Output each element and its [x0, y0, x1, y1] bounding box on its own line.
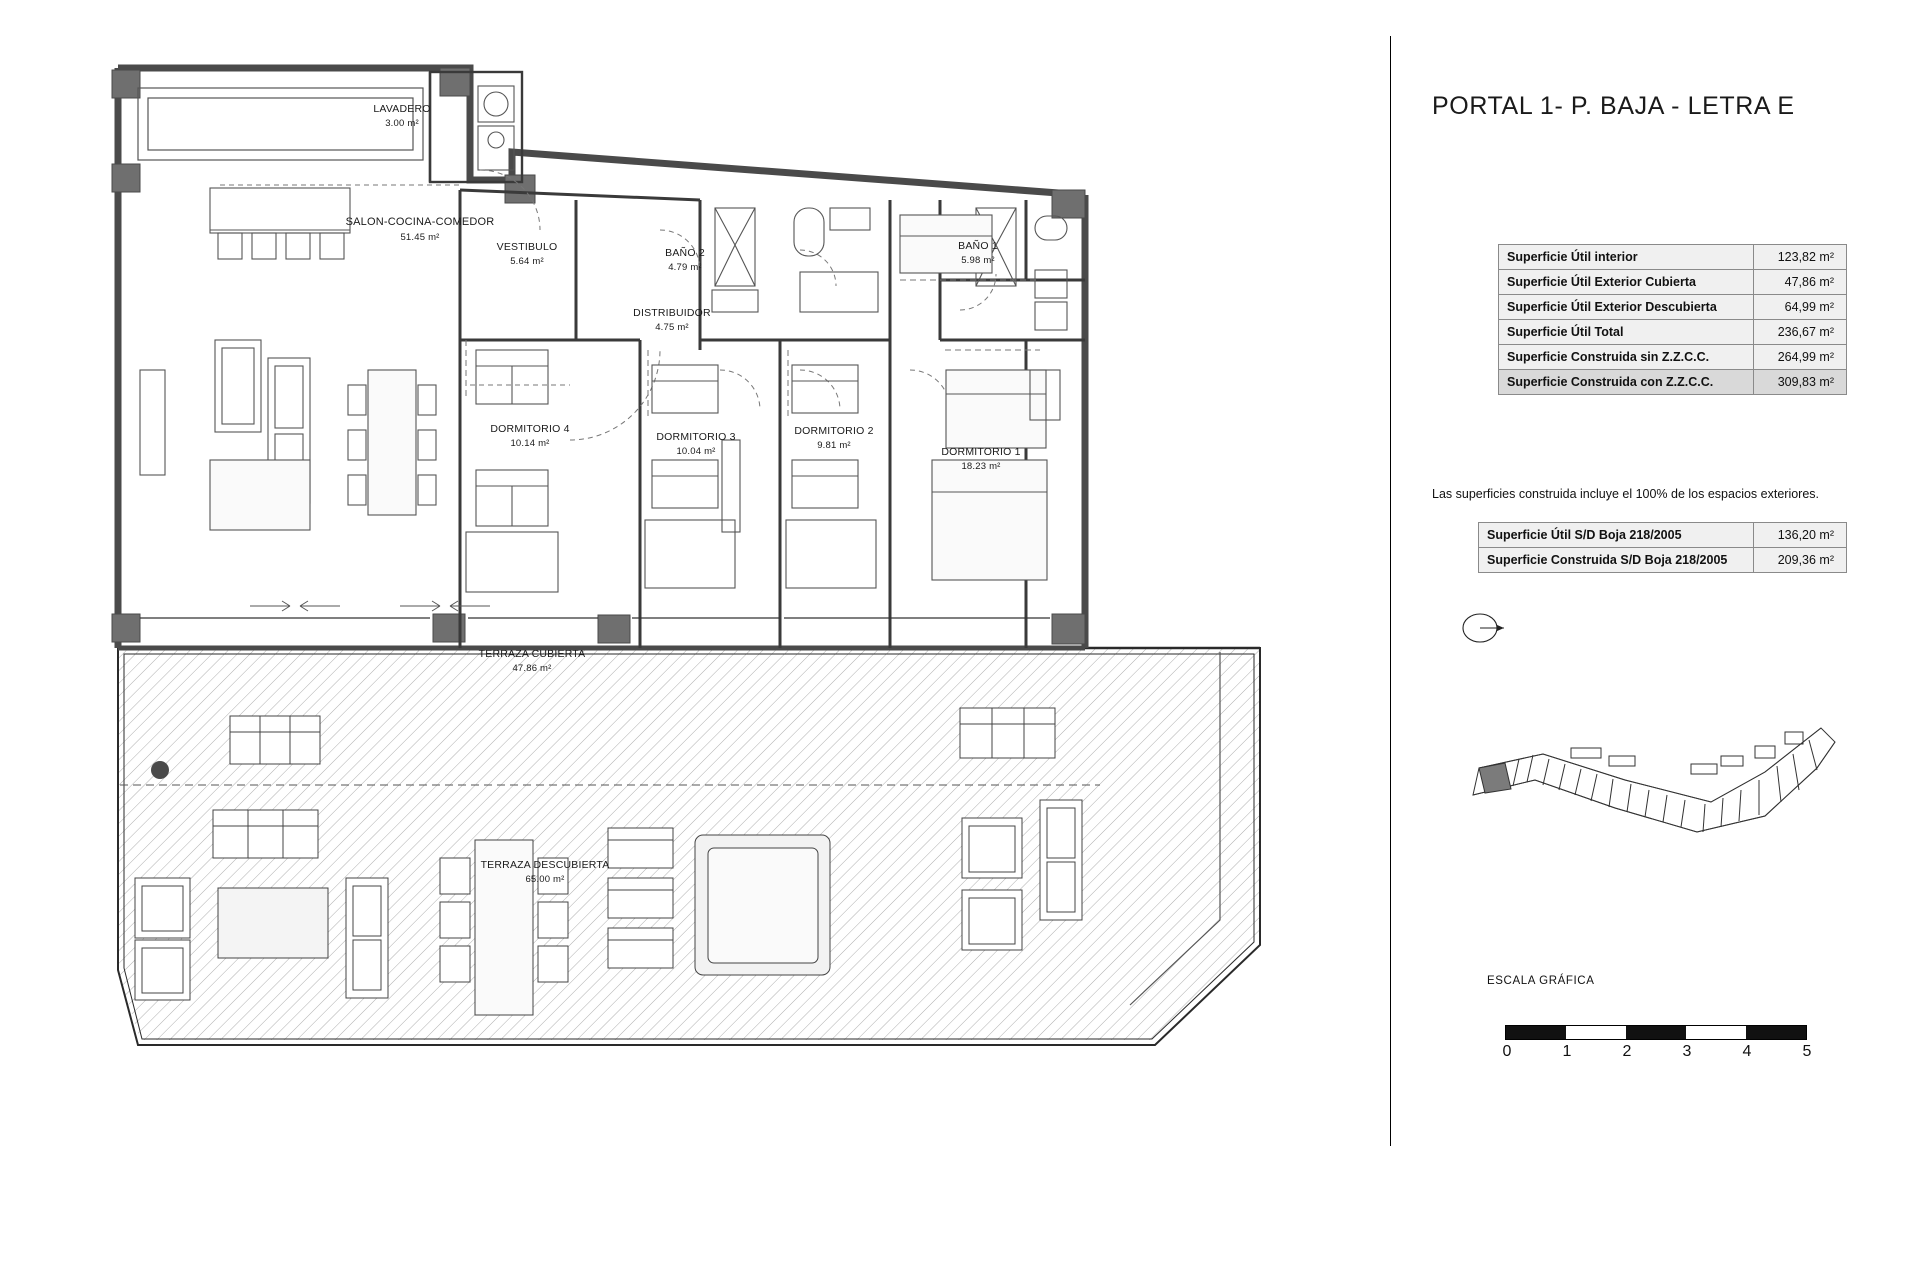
room-area: 5.64 m² — [510, 256, 544, 268]
graphic-scale-bar — [1505, 1025, 1807, 1040]
room-name: VESTIBULO — [496, 241, 558, 253]
room-label-salon — [346, 215, 495, 245]
scale-tick: 2 — [1622, 1043, 1632, 1060]
surface-note: Las superficies construida incluye el 100% de los espacios exteriores. — [1432, 487, 1820, 501]
room-name: BAÑO 1 — [958, 240, 998, 252]
table-row — [1499, 245, 1847, 270]
north-arrow-icon — [1460, 608, 1506, 648]
surface-value: 264,99 m² — [1754, 345, 1847, 370]
scale-tick-labels — [1495, 1043, 1815, 1063]
boja-label: Superficie Útil S/D Boja 218/2005 — [1479, 523, 1754, 548]
room-area: 4.75 m² — [655, 322, 689, 334]
surface-label: Superficie Construida sin Z.Z.C.C. — [1499, 345, 1754, 370]
surface-value: 64,99 m² — [1754, 295, 1847, 320]
surface-value: 309,83 m² — [1754, 370, 1847, 395]
surface-table — [1498, 244, 1847, 395]
room-label-bano2 — [665, 246, 705, 275]
room-label-distribuidor — [633, 306, 711, 335]
boja-label: Superficie Construida S/D Boja 218/2005 — [1479, 548, 1754, 573]
room-label-dormitorio2 — [794, 424, 873, 453]
surface-label: Superficie Útil Exterior Descubierta — [1499, 295, 1754, 320]
room-name: DORMITORIO 1 — [941, 446, 1021, 458]
room-label-terraza-cubierta — [479, 647, 586, 676]
page-title: PORTAL 1- P. BAJA - LETRA E — [1432, 92, 1795, 120]
scale-tick: 4 — [1742, 1043, 1752, 1060]
surface-label: Superficie Construida con Z.Z.C.C. — [1499, 370, 1754, 395]
room-label-dormitorio4 — [490, 422, 569, 451]
scale-tick: 0 — [1502, 1043, 1512, 1060]
scale-label: ESCALA GRÁFICA — [1487, 975, 1595, 987]
room-area: 9.81 m² — [817, 440, 851, 452]
boja-value: 209,36 m² — [1754, 548, 1847, 573]
table-row — [1499, 345, 1847, 370]
apartment-floor-plan — [100, 40, 1390, 1220]
boja-surface-table — [1478, 522, 1847, 573]
room-name: BAÑO 2 — [665, 247, 705, 259]
room-label-dormitorio3 — [656, 430, 735, 459]
room-area: 4.79 m² — [668, 262, 702, 274]
scale-tick: 1 — [1562, 1043, 1572, 1060]
surface-label: Superficie Útil interior — [1499, 245, 1754, 270]
boja-value: 136,20 m² — [1754, 523, 1847, 548]
surface-label: Superficie Útil Total — [1499, 320, 1754, 345]
table-row — [1499, 370, 1847, 395]
interior-walls — [112, 68, 1085, 648]
table-row — [1499, 270, 1847, 295]
scale-tick: 3 — [1682, 1043, 1692, 1060]
room-name: DORMITORIO 3 — [656, 431, 736, 443]
table-row — [1479, 523, 1847, 548]
surface-value: 236,67 m² — [1754, 320, 1847, 345]
room-area: 18.23 m² — [961, 461, 1001, 473]
room-area: 10.04 m² — [676, 446, 716, 458]
room-name: DORMITORIO 2 — [794, 425, 874, 437]
room-area: 51.45 m² — [400, 231, 440, 243]
room-name: SALON-COCINA-COMEDOR — [345, 216, 495, 228]
room-name: DISTRIBUIDOR — [633, 307, 711, 319]
table-row — [1479, 548, 1847, 573]
room-label-terraza-descubierta — [481, 858, 610, 887]
room-area: 10.14 m² — [510, 438, 550, 450]
room-name: TERRAZA DESCUBIERTA — [480, 859, 610, 871]
room-area: 47.86 m² — [512, 663, 552, 675]
room-name: LAVADERO — [373, 103, 431, 115]
room-name: DORMITORIO 4 — [490, 423, 570, 435]
room-name: TERRAZA CUBIERTA — [478, 648, 586, 660]
room-label-dormitorio1 — [941, 445, 1020, 474]
key-plan-diagram — [1465, 720, 1855, 890]
room-area: 65.00 m² — [525, 874, 565, 886]
table-row — [1499, 320, 1847, 345]
surface-value: 47,86 m² — [1754, 270, 1847, 295]
room-label-vestibulo — [497, 240, 558, 269]
room-label-bano1 — [958, 239, 998, 268]
surface-value: 123,82 m² — [1754, 245, 1847, 270]
room-area: 5.98 m² — [961, 255, 995, 267]
floor-plan-svg — [100, 40, 1390, 1220]
surface-label: Superficie Útil Exterior Cubierta — [1499, 270, 1754, 295]
room-label-lavadero — [373, 102, 430, 131]
room-area: 3.00 m² — [385, 118, 419, 130]
scale-tick: 5 — [1802, 1043, 1812, 1060]
sheet-divider — [1390, 36, 1391, 1146]
table-row — [1499, 295, 1847, 320]
